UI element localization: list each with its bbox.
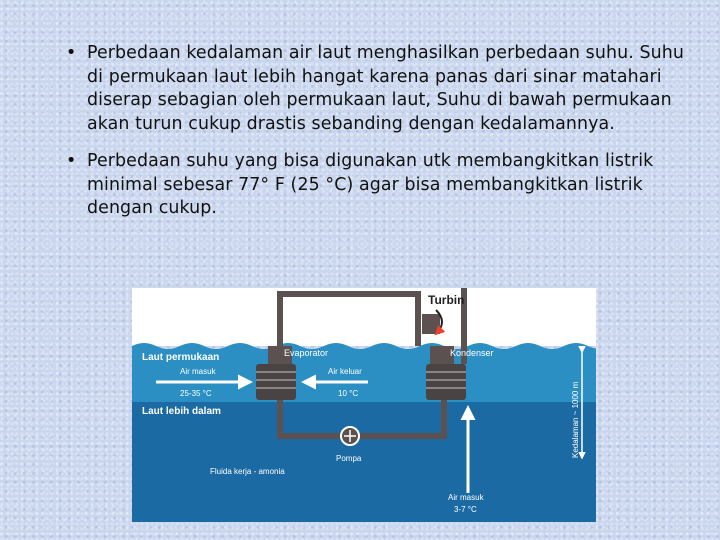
fluid-label: Fluida kerja - amonia: [210, 467, 285, 476]
turbine-label: Turbin: [428, 293, 465, 307]
water-in-label: Air masuk: [180, 367, 216, 376]
water-out-label: Air keluar: [328, 367, 362, 376]
pump-icon: [341, 427, 359, 445]
bullet-marker: •: [66, 43, 77, 63]
condenser-label: Kondenser: [450, 348, 494, 358]
cold-in-temp: 3-7 °C: [454, 505, 477, 514]
bullet-item: [62, 42, 692, 136]
bullet-item: [62, 150, 692, 221]
depth-label: Kedalaman ~ 1000 m: [571, 381, 580, 458]
deep-water-area: [132, 402, 596, 522]
pump-label: Pompa: [336, 454, 362, 463]
water-out-temp: 10 °C: [338, 389, 359, 398]
bullet-marker: •: [66, 151, 77, 171]
bullet-list: [62, 42, 692, 221]
surface-label: Laut permukaan: [142, 352, 220, 363]
evaporator-label: Evaporator: [284, 348, 329, 358]
bullet-text: Perbedaan kedalaman air laut menghasilkan perbedaan suhu. Suhu di permukaan laut lebih hangat karena panas dari sinar matahari diserap sebagian oleh permukaan laut, Suhu di bawah permukaan akan turun cukup drastis sebanding dengan kedalamannya.: [87, 43, 684, 134]
otec-diagram: [132, 288, 596, 522]
cold-in-label: Air masuk: [448, 493, 484, 502]
deep-label: Laut lebih dalam: [142, 406, 221, 417]
bullet-text: Perbedaan suhu yang bisa digunakan utk membangkitkan listrik minimal sebesar 77° F (25 °C) agar bisa membangkitkan listrik dengan cukup.: [87, 151, 654, 218]
water-in-temp: 25-35 °C: [180, 389, 212, 398]
